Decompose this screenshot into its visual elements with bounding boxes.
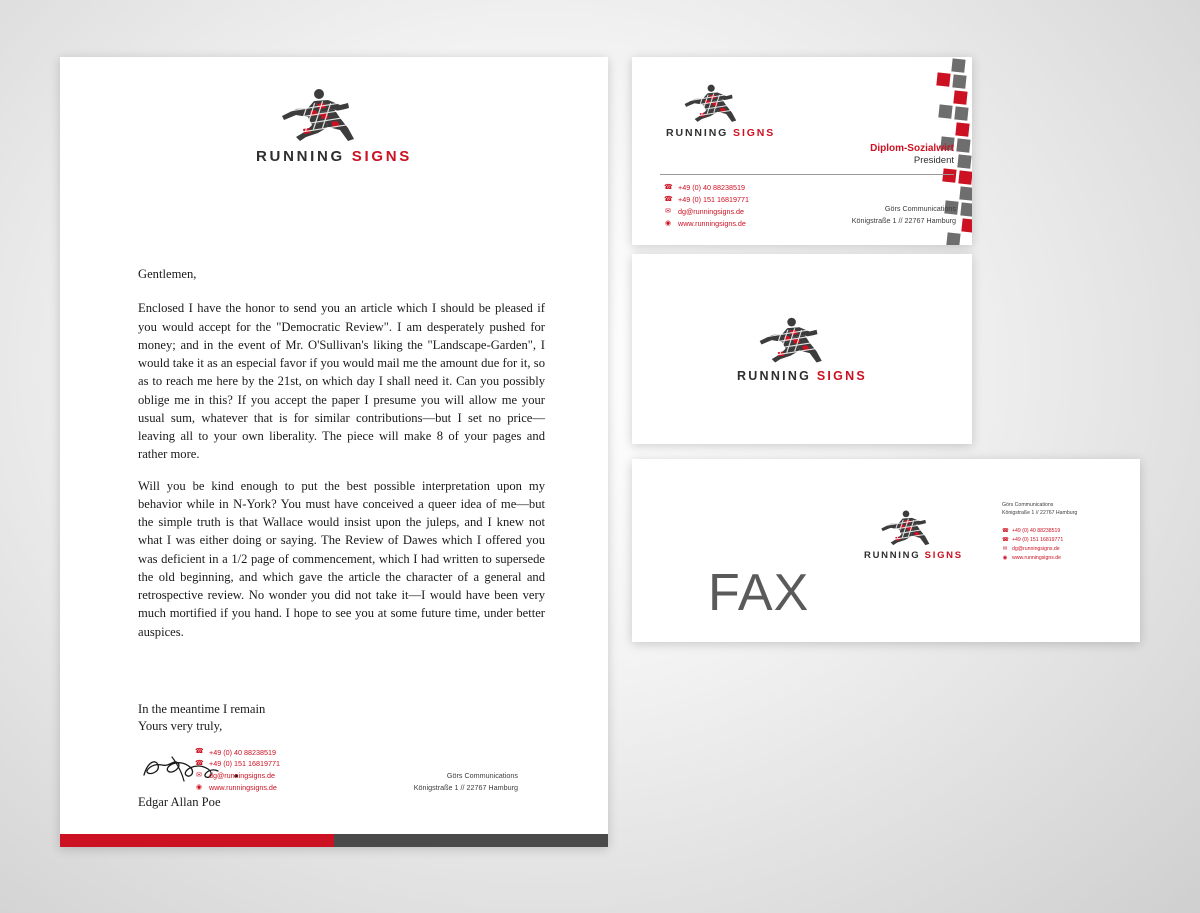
running-man-logo-icon — [737, 316, 841, 366]
phone-icon: ☎ — [195, 748, 204, 756]
compliment-slip — [632, 254, 972, 444]
letter-salutation: Gentlemen, — [138, 267, 197, 281]
running-man-logo-icon — [666, 83, 752, 125]
contact-website: www.runningsigns.de — [209, 783, 277, 793]
contact-row-email — [195, 770, 280, 782]
letter-body — [138, 265, 545, 812]
email-icon: ✉ — [665, 207, 671, 215]
letter-closing-line-2: Yours very truly, — [138, 719, 223, 734]
running-man-logo-icon — [256, 87, 376, 145]
contact-website: www.runningsigns.de — [1012, 554, 1062, 561]
contact-mobile: +49 (0) 151 16819771 — [209, 759, 280, 769]
contact-row-website — [664, 218, 749, 230]
fax-cover-sheet — [632, 459, 1140, 642]
contact-phone: +49 (0) 40 88238519 — [209, 747, 276, 757]
compliment-slip-logo — [737, 316, 867, 383]
contact-mobile: +49 (0) 151 16819771 — [1012, 536, 1064, 543]
letter-paragraph-2: Will you be kind enough to put the best possible interpretation upon my behavior while in N-York? You must have conceived a queer idea of me—but the simple truth is that Wallace would insist upon the juleps, and I knew not what I was either doing or saying. The Review of Dawes which I offered you was deficient in a 1/2 page of commencement, which I had written to supersede the old beginning, and which gave the article the character of a general and retrospective review. No wonder you did not take it—I would have been very much mortified if you hand. I hope to see you at some future time, under better auspices. — [138, 478, 545, 639]
letter-closing-line-1: In the meantime I remain — [138, 701, 266, 716]
phone-icon: ☎ — [664, 183, 673, 191]
address-company: Görs Communications — [1002, 502, 1054, 508]
contact-row-phone — [195, 747, 280, 759]
business-card-title-block — [870, 143, 954, 166]
logo-wordmark-part2: SIGNS — [924, 550, 963, 561]
logo-wordmark — [864, 550, 963, 561]
fax-address-block — [1002, 501, 1077, 518]
contact-row-mobile — [664, 194, 749, 206]
footer-bar-red — [60, 834, 334, 847]
mobile-icon: ☎ — [664, 195, 673, 203]
contact-email: dg@runningsigns.de — [1012, 545, 1060, 552]
letter-paragraph-1: Enclosed I have the honor to send you an article which I should be pleased if you would accept for the "Democratic Review". I am desperately pushed for money; and in the event of Mr. O'Sullivan's liking the "Landscape-Garden", I would take it as an especial favor if you would mail me the amount due for it, so as to reach me here by the 21st, on which day I shall need it. Can you possibly oblige me in this? If you accept the paper I presume you will allow me your usual sum, whatever that is for similar contributions—but I set no price—leaving all to your own liberality. The piece will make 8 of your pages and rather more. — [138, 301, 545, 462]
address-company: Görs Communications — [884, 204, 956, 214]
business-card — [632, 57, 972, 245]
logo-wordmark — [666, 127, 775, 139]
business-card-logo — [666, 83, 775, 139]
logo-wordmark-part2: SIGNS — [816, 369, 867, 383]
business-card-divider — [660, 174, 954, 175]
logo-wordmark — [256, 148, 412, 165]
web-icon: ◉ — [1002, 554, 1008, 561]
contact-website: www.runningsigns.de — [678, 218, 746, 228]
mobile-icon: ☎ — [195, 760, 204, 768]
letterhead-logo — [256, 87, 412, 165]
contact-email: dg@runningsigns.de — [678, 206, 745, 216]
footer-bar-grey — [334, 834, 608, 847]
logo-wordmark — [737, 369, 867, 383]
logo-wordmark-part1: RUNNING — [737, 369, 812, 383]
contact-phone: +49 (0) 40 88238519 — [1012, 528, 1061, 534]
business-card-address-block — [852, 203, 956, 227]
running-man-logo-icon — [864, 509, 944, 548]
web-icon: ◉ — [664, 219, 672, 227]
contact-mobile: +49 (0) 151 16819771 — [678, 194, 749, 204]
contact-row-website — [1002, 554, 1063, 563]
contact-row-mobile — [195, 758, 280, 770]
fax-heading: FAX — [708, 564, 810, 622]
contact-row-email — [664, 206, 749, 218]
address-company: Görs Communications — [446, 771, 518, 781]
email-icon: ✉ — [1002, 546, 1008, 553]
logo-wordmark-part2: SIGNS — [733, 127, 776, 139]
contact-row-website — [195, 782, 280, 794]
logo-wordmark-part2: SIGNS — [351, 148, 412, 165]
letterhead-address-block — [414, 770, 518, 794]
contact-row-email — [1002, 545, 1063, 554]
contact-row-phone — [664, 182, 749, 194]
logo-wordmark-part1: RUNNING — [666, 127, 729, 139]
logo-wordmark-part1: RUNNING — [864, 550, 921, 561]
letterhead-contact-block — [195, 747, 280, 795]
job-role: President — [913, 155, 954, 166]
mobile-icon: ☎ — [1002, 537, 1009, 544]
contact-email: dg@runningsigns.de — [209, 771, 276, 781]
web-icon: ◉ — [195, 784, 203, 792]
contact-row-phone — [1002, 527, 1063, 536]
fax-logo — [864, 509, 963, 561]
job-title: Diplom-Sozialwirt — [870, 143, 954, 154]
fax-contact-block — [1002, 527, 1063, 562]
logo-wordmark-part1: RUNNING — [256, 148, 345, 165]
contact-phone: +49 (0) 40 88238519 — [678, 183, 745, 192]
signature-name: Edgar Allan Poe — [138, 795, 221, 810]
address-street-city: Königstraße 1 // 22767 Hamburg — [851, 216, 956, 226]
address-street-city: Königstraße 1 // 22767 Hamburg — [413, 783, 518, 793]
address-street-city: Königstraße 1 // 22767 Hamburg — [1002, 510, 1078, 517]
letterhead-sheet — [60, 57, 608, 847]
phone-icon: ☎ — [1002, 528, 1009, 535]
business-card-contact-block — [664, 182, 749, 230]
contact-row-mobile — [1002, 536, 1063, 545]
letterhead-footer-bar — [60, 834, 608, 847]
email-icon: ✉ — [196, 772, 202, 780]
